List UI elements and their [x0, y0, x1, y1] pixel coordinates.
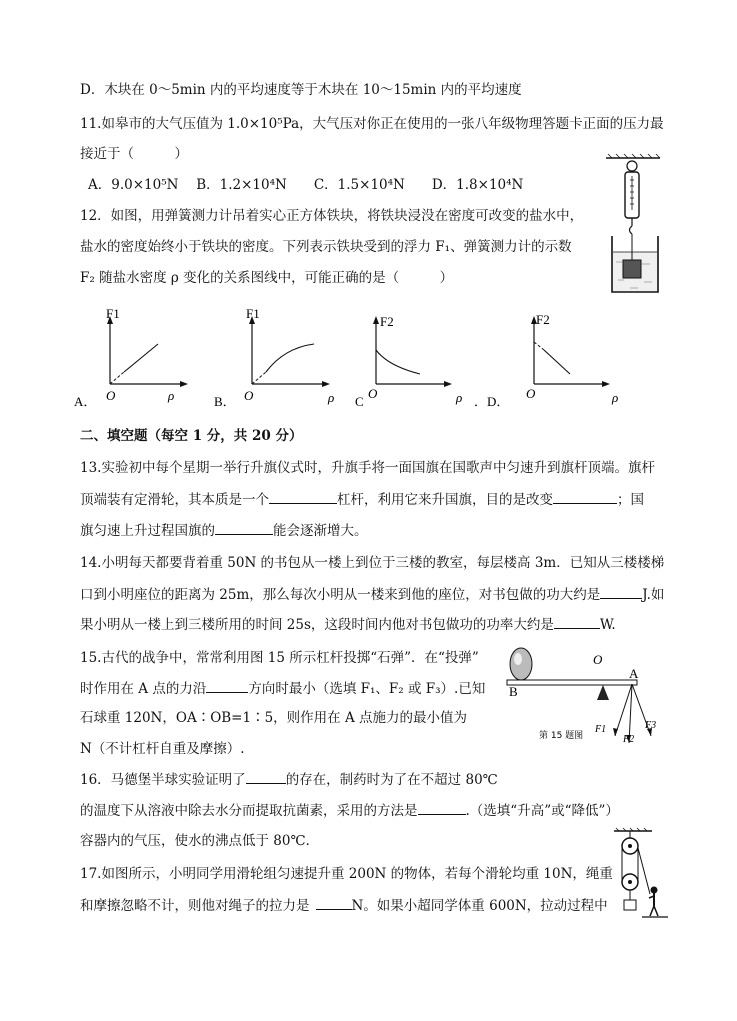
q14-line2	[80, 584, 664, 605]
graph-d-option: ．D．	[474, 394, 510, 409]
q12-stem-end: F₂ 随盐水密度 ρ 变化的关系图线中，可能正确的是（ ）	[80, 270, 454, 286]
q13-blank-1[interactable]	[269, 489, 337, 504]
graph-a-xlabel: ρ	[168, 388, 175, 403]
q10-option-d: D．木块在 0～5min 内的平均速度等于木块在 10～15min 内的平均速度	[80, 82, 522, 98]
q12-stem-cont: 盐水的密度始终小于铁块的密度。下列表示铁块受到的浮力 F₁、弹簧测力计的示数	[80, 239, 572, 255]
graph-d-origin: O	[526, 386, 536, 401]
graph-c-xlabel: ρ	[456, 390, 463, 405]
q16-text-4: .（选填“升高”或“降低”）	[465, 803, 619, 819]
q17-text-1: 和摩擦忽略不计，则他对绳子的拉力是	[80, 898, 310, 914]
q15-blank-1[interactable]	[206, 678, 248, 693]
q16-blank-2[interactable]	[418, 800, 466, 815]
q15-line3: 石球重 120N，OA∶OB=1∶5，则作用在 A 点施力的最小值为	[80, 710, 467, 726]
q14-line3	[80, 614, 616, 635]
q14-stem: 14.小明每天都要背着重 50N 的书包从一楼上到位于三楼的教室，每层楼高 3m．已知从三楼楼梯	[80, 555, 665, 571]
q11-options: A．9.0×10⁵N B．1.2×10⁴N C．1.5×10⁴N D．1.8×10⁴N	[88, 177, 524, 193]
q13-text-2: 杠杆，利用它来升国旗，目的是改变	[337, 492, 553, 508]
q13-text-3: ；国	[617, 492, 644, 508]
section-2-title: 二、填空题（每空 1 分，共 20 分）	[80, 428, 303, 444]
lever-f1: F1	[595, 724, 607, 735]
graph-d	[472, 304, 632, 408]
q14-blank-2[interactable]	[554, 614, 600, 629]
q13-line2	[80, 489, 644, 510]
q15-line2	[80, 678, 485, 699]
q16-text-1: 16．马德堡半球实验证明了	[80, 772, 246, 788]
q16-line1	[80, 769, 498, 790]
q14-text-4: W.	[599, 617, 616, 633]
graph-c-ylabel: F2	[380, 314, 394, 329]
lever-caption: 第 15 题图	[539, 731, 584, 741]
q14-text-3: 果小明从一楼上到三楼所用的时间 25s，这段时间内他对书包做功的功率大约是	[80, 617, 554, 633]
q17-text-2: N。如果小超同学体重 600N，拉动过程中	[351, 898, 608, 914]
q13-blank-2[interactable]	[553, 489, 617, 504]
graph-b-option: B．	[214, 394, 236, 409]
q13-line3	[80, 520, 368, 541]
graph-b-xlabel: ρ	[328, 390, 335, 405]
lever-point-b: B	[509, 684, 518, 699]
q13-blank-3[interactable]	[215, 520, 273, 535]
q13-text-4: 旗匀速上升过程国旗的	[80, 523, 215, 539]
graph-a-ylabel: F1	[106, 306, 120, 321]
q11-stem: 11.如皋市的大气压值为 1.0×10⁵Pa，大气压对你正在使用的一张八年级物理答题卡正面的压力最	[80, 116, 664, 132]
q13-text-5: 能会逐渐增大。	[273, 523, 368, 539]
graph-b-ylabel: F1	[246, 306, 260, 321]
q17-stem: 17.如图所示，小明同学用滑轮组匀速提升重 200N 的物体，若每个滑轮均重 10N，绳重	[80, 866, 613, 882]
spring-scale-figure	[600, 152, 670, 302]
q17-blank-1[interactable]	[316, 895, 352, 910]
graph-c-option: C	[355, 394, 364, 409]
q12-stem: 12．如图，用弹簧测力计吊着实心正方体铁块，将铁块浸没在密度可改变的盐水中，	[80, 208, 584, 224]
graph-b	[212, 304, 342, 408]
q15-line4: N（不计杠杆自重及摩擦）.	[80, 741, 245, 757]
lever-f2: F2	[623, 734, 635, 745]
graph-d-ylabel: F2	[536, 312, 550, 327]
q16-text-2: 的存在，制药时为了在不超过 80℃	[285, 772, 498, 788]
graph-b-origin: O	[244, 388, 254, 403]
q16-line3: 容器内的气压，使水的沸点低于 80℃．	[80, 833, 320, 849]
graph-c-origin: O	[368, 386, 378, 401]
q11-stem-cont: 接近于（ ）	[80, 146, 188, 162]
q15-text-1: 时作用在 A 点的力沿	[80, 681, 207, 697]
q14-text-2: J.如	[642, 587, 665, 603]
graph-a-option: A．	[74, 394, 97, 409]
q13-stem: 13.实验初中每个星期一举行升旗仪式时，升旗手将一面国旗在国歌声中匀速升到旗杆顶端。旗杆	[80, 460, 655, 476]
lever-point-o: O	[593, 652, 603, 667]
q16-line2	[80, 800, 619, 821]
graph-a	[72, 304, 192, 408]
graph-a-origin: O	[106, 388, 116, 403]
lever-f3: F3	[645, 720, 657, 731]
q15-text-2: 方向时最小（选填 F₁、F₂ 或 F₃）.已知	[248, 681, 486, 697]
graph-d-xlabel: ρ	[612, 390, 619, 405]
q14-blank-1[interactable]	[600, 584, 642, 599]
q15-stem: 15.古代的战争中，常常利用图 15 所示杠杆投掷“石弹”．在“投弹”	[80, 650, 479, 666]
graph-c	[352, 304, 482, 408]
q16-blank-1[interactable]	[246, 769, 286, 784]
q13-text-1: 顶端装有定滑轮，其本质是一个	[80, 492, 269, 508]
pulley-figure	[612, 828, 670, 920]
lever-figure	[505, 640, 685, 750]
lever-point-a: A	[629, 666, 639, 681]
q16-text-3: 的温度下从溶液中除去水分而提取抗菌素，采用的方法是	[80, 803, 418, 819]
q14-text-1: 口到小明座位的距离为 25m，那么每次小明从一楼来到他的座位，对书包做的功大约是	[80, 587, 601, 603]
q17-line2	[80, 895, 608, 916]
